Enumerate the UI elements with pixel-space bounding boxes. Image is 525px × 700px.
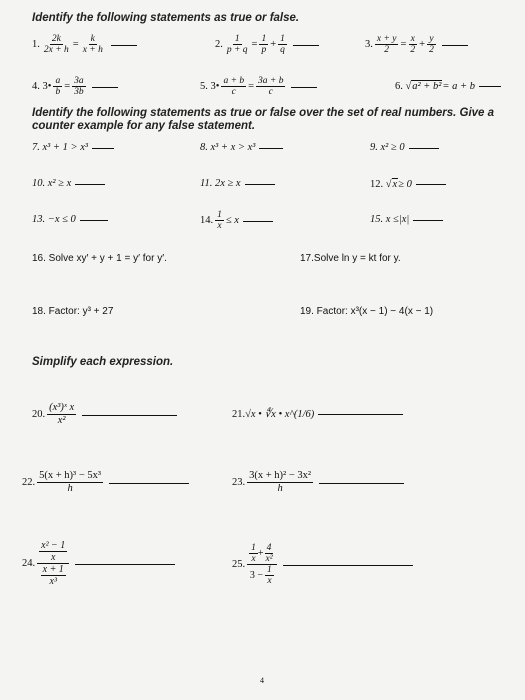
- question-3: 3. $\frac{x + y}{2}$ = $\frac{x}{2}$ + $\frac{y}{2}$: [365, 34, 468, 55]
- answer-blank[interactable]: [92, 86, 118, 88]
- question-6: 6. √ a² + b² = a + b: [395, 80, 501, 92]
- question-13: 13. −x ≤ 0: [32, 214, 108, 225]
- question-21: 21. √x • ∜x • x^(1/6): [232, 408, 403, 420]
- answer-blank[interactable]: [318, 413, 403, 415]
- question-18: 18. Factor: y³ + 27: [32, 306, 114, 317]
- answer-blank[interactable]: [413, 219, 443, 221]
- question-23: 23. $\frac{\text{3(x + h)² − 3x²}}{h}$: [232, 470, 404, 495]
- answer-blank[interactable]: [111, 44, 137, 46]
- question-9: 9. x² ≥ 0: [370, 142, 439, 153]
- question-14: 14. $\frac{1}{x}$ ≤ x: [200, 210, 273, 231]
- answer-blank[interactable]: [109, 482, 189, 484]
- question-20: 20. $\frac{\text{(x³)ˣ x}}{\text{x²}}$: [32, 402, 177, 427]
- answer-blank[interactable]: [82, 414, 177, 416]
- question-19: 19. Factor: x³(x − 1) − 4(x − 1): [300, 306, 434, 317]
- question-1: 1. $\frac{2k}{2x + h}$ = $\frac{k}{x + h}$: [32, 34, 137, 55]
- question-7: 7. x³ + 1 > x³: [32, 142, 114, 153]
- answer-blank[interactable]: [409, 147, 439, 149]
- answer-blank[interactable]: [75, 183, 105, 185]
- answer-blank[interactable]: [479, 85, 501, 87]
- question-5: 5. 3• $\frac{a + b}{c}$ = $\frac{3a + b}{c}$: [200, 76, 317, 97]
- answer-blank[interactable]: [259, 147, 283, 149]
- answer-blank[interactable]: [291, 86, 317, 88]
- question-10: 10. x² ≥ x: [32, 178, 105, 189]
- question-2: 2. $\frac{1}{p + q}$ = $\frac{1}{p}$ + $\frac{1}{q}$: [215, 34, 319, 55]
- section-header-1: Identify the following statements as true or false.: [32, 12, 300, 24]
- answer-blank[interactable]: [245, 183, 275, 185]
- question-15: 15. x ≤ |x|: [370, 214, 443, 225]
- question-8: 8. x³ + x > x³: [200, 142, 283, 153]
- question-16: 16. Solve xy′ + y + 1 = y′ for y′.: [32, 253, 167, 264]
- answer-blank[interactable]: [283, 564, 413, 566]
- question-12: 12. √ x ≥ 0: [370, 178, 446, 190]
- question-24: 24. x² − 1 x x + 1 x³: [22, 540, 175, 587]
- question-4: 4. 3• $\frac{a}{b}$ = $\frac{3a}{3b}$: [32, 76, 118, 97]
- answer-blank[interactable]: [319, 482, 404, 484]
- question-11: 11. 2x ≥ x: [200, 178, 275, 189]
- question-17: 17.Solve ln y = kt for y.: [300, 253, 401, 264]
- answer-blank[interactable]: [75, 563, 175, 565]
- answer-blank[interactable]: [243, 220, 273, 222]
- answer-blank[interactable]: [293, 44, 319, 46]
- answer-blank[interactable]: [92, 147, 114, 149]
- answer-blank[interactable]: [442, 44, 468, 46]
- answer-blank[interactable]: [80, 219, 108, 221]
- section-header-3: Simplify each expression.: [32, 356, 174, 368]
- page-number: 4: [260, 676, 264, 685]
- section-header-2: Identify the following statements as true or false over the set of real numbers. Give a counter example for any false statement.: [32, 107, 495, 132]
- answer-blank[interactable]: [416, 183, 446, 185]
- question-22: 22. $\frac{\text{5(x + h)³ − 5x³}}{h}$: [22, 470, 189, 495]
- question-25: 25. $\frac{1}{x}$ + $\frac{4}{\text{x²}}$ 3 − $\frac{1}{x}$: [232, 543, 413, 586]
